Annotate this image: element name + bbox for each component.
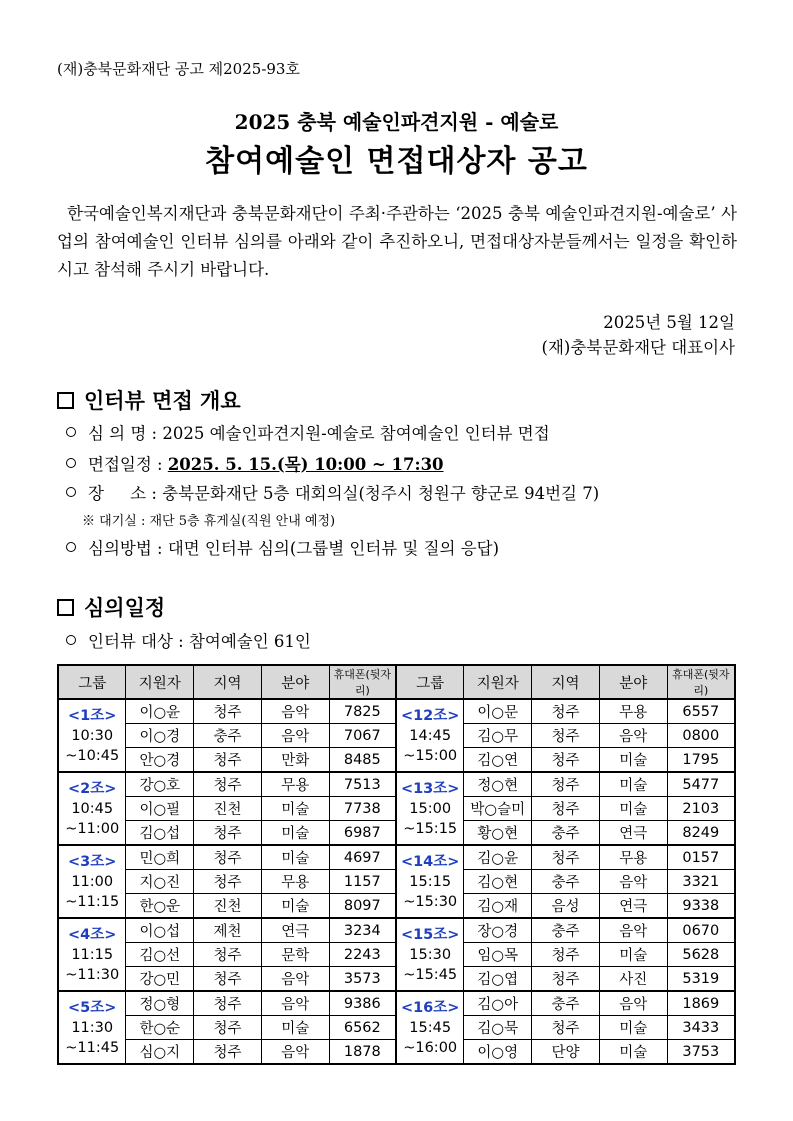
- region: 청주: [194, 870, 262, 894]
- phone-last4: 3321: [667, 870, 735, 894]
- field: 문학: [261, 943, 329, 967]
- field: 연극: [599, 894, 667, 919]
- phone-last4: 6987: [329, 821, 396, 846]
- header-cell: 지역: [194, 665, 262, 699]
- region: 청주: [194, 1016, 262, 1040]
- region: 청주: [532, 748, 600, 773]
- table-row: [58, 772, 735, 797]
- region: 청주: [532, 724, 600, 748]
- header-cell: 지원자: [126, 665, 194, 699]
- phone-last4: 7513: [329, 772, 396, 797]
- phone-last4: 3573: [329, 967, 396, 992]
- section-overview-heading: [57, 385, 241, 415]
- region: 제천: [194, 918, 262, 943]
- phone-last4: 3433: [667, 1016, 735, 1040]
- field: 미술: [599, 772, 667, 797]
- applicant-name: 강○호: [126, 772, 194, 797]
- applicant-name: 이○경: [126, 724, 194, 748]
- intro-paragraph: 한국예술인복지재단과 충북문화재단이 주최·주관하는 ‘2025 충북 예술인파견지원-예술로’ 사업의 참여예술인 인터뷰 심의를 아래와 같이 추진하오니, 면접대상자분들께서는 일정을 확인하시고 참석해 주시기 바랍니다.: [57, 204, 737, 279]
- phone-last4: 0800: [667, 724, 735, 748]
- group-cell: [396, 991, 464, 1064]
- region: 충주: [532, 918, 600, 943]
- circle-bullet-icon: [66, 458, 76, 468]
- circle-bullet-icon: [66, 635, 76, 645]
- region: 충주: [532, 870, 600, 894]
- notice-date: 2025년 5월 12일: [603, 313, 735, 332]
- field: 음악: [599, 991, 667, 1016]
- field: 음악: [261, 991, 329, 1016]
- group-name: <16조>: [400, 999, 460, 1016]
- field: 미술: [261, 845, 329, 870]
- title-line-2: 참여예술인 면접대상자 공고: [205, 144, 588, 179]
- region: 청주: [194, 821, 262, 846]
- applicant-name: 김○현: [464, 870, 532, 894]
- applicant-name: 김○무: [464, 724, 532, 748]
- notice-number: (재)충북문화재단 공고 제2025-93호: [57, 60, 300, 78]
- header-cell: 분야: [261, 665, 329, 699]
- header-cell: 분야: [599, 665, 667, 699]
- applicant-name: 김○섭: [126, 821, 194, 846]
- applicant-name: 이○문: [464, 699, 532, 724]
- table-row: [58, 845, 735, 870]
- overview-item-schedule: [66, 451, 444, 475]
- group-time: ~15:00: [403, 747, 458, 764]
- group-cell: [58, 991, 126, 1064]
- phone-last4: 1795: [667, 748, 735, 773]
- group-time: 10:30: [71, 727, 114, 744]
- field: 음악: [261, 1040, 329, 1065]
- applicant-name: 김○연: [464, 748, 532, 773]
- phone-last4: 8249: [667, 821, 735, 846]
- field: 음악: [599, 918, 667, 943]
- field: 미술: [599, 1040, 667, 1065]
- applicant-name: 한○순: [126, 1016, 194, 1040]
- field: 만화: [261, 748, 329, 773]
- checkbox-square-icon: [57, 599, 74, 616]
- region: 충주: [194, 724, 262, 748]
- item-value: 충북문화재단 5층 대회의실(청주시 청원구 향군로 94번길 7): [162, 484, 600, 503]
- field: 미술: [599, 943, 667, 967]
- region: 청주: [532, 797, 600, 821]
- group-time: 11:15: [71, 946, 114, 963]
- group-name: <4조>: [68, 926, 117, 943]
- group-time: ~16:00: [403, 1039, 458, 1056]
- group-time: ~11:15: [65, 893, 120, 910]
- region: 진천: [194, 894, 262, 919]
- group-time: 10:45: [71, 800, 114, 817]
- field: 무용: [261, 870, 329, 894]
- group-time: 15:15: [409, 873, 452, 890]
- region: 청주: [194, 943, 262, 967]
- group-name: <15조>: [400, 926, 460, 943]
- group-cell: [396, 845, 464, 918]
- region: 청주: [532, 699, 600, 724]
- group-name: <14조>: [400, 853, 460, 870]
- region: 충주: [532, 821, 600, 846]
- applicant-name: 이○필: [126, 797, 194, 821]
- field: 음악: [261, 724, 329, 748]
- field: 무용: [599, 845, 667, 870]
- phone-last4: 9338: [667, 894, 735, 919]
- group-name: <1조>: [68, 707, 117, 724]
- field: 미술: [261, 1016, 329, 1040]
- region: 진천: [194, 797, 262, 821]
- group-cell: [396, 918, 464, 991]
- group-cell: [396, 772, 464, 845]
- header-cell: 휴대폰(뒷자리): [329, 665, 396, 699]
- group-time: ~11:00: [65, 820, 120, 837]
- applicant-name: 정○현: [464, 772, 532, 797]
- region: 청주: [194, 699, 262, 724]
- header-cell: 지역: [532, 665, 600, 699]
- applicant-name: 김○묵: [464, 1016, 532, 1040]
- applicant-name: 이○섭: [126, 918, 194, 943]
- region: 음성: [532, 894, 600, 919]
- phone-last4: 8485: [329, 748, 396, 773]
- item-value: 2025. 5. 15.(목) 10:00 ~ 17:30: [167, 455, 444, 474]
- field: 연극: [599, 821, 667, 846]
- group-time: ~10:45: [65, 747, 120, 764]
- region: 청주: [532, 943, 600, 967]
- header-cell: 휴대폰(뒷자리): [667, 665, 735, 699]
- phone-last4: 1157: [329, 870, 396, 894]
- applicant-name: 황○현: [464, 821, 532, 846]
- applicant-name: 심○지: [126, 1040, 194, 1065]
- group-name: <5조>: [68, 999, 117, 1016]
- applicant-name: 이○윤: [126, 699, 194, 724]
- group-cell: [58, 699, 126, 772]
- section-overview-title: 인터뷰 면접 개요: [84, 389, 241, 413]
- applicant-name: 안○경: [126, 748, 194, 773]
- group-time: 15:30: [409, 946, 452, 963]
- phone-last4: 6562: [329, 1016, 396, 1040]
- applicant-name: 김○아: [464, 991, 532, 1016]
- title-line-1: 2025 충북 예술인파견지원 - 예술로: [234, 110, 559, 134]
- phone-last4: 5319: [667, 967, 735, 992]
- table-row: [58, 699, 735, 724]
- applicant-name: 이○영: [464, 1040, 532, 1065]
- region: 청주: [194, 991, 262, 1016]
- group-time: 11:30: [71, 1019, 114, 1036]
- group-time: ~15:30: [403, 893, 458, 910]
- group-cell: [396, 699, 464, 772]
- checkbox-square-icon: [57, 392, 74, 409]
- field: 미술: [599, 1016, 667, 1040]
- applicant-name: 김○재: [464, 894, 532, 919]
- phone-last4: 1878: [329, 1040, 396, 1065]
- field: 미술: [261, 821, 329, 846]
- field: 미술: [599, 797, 667, 821]
- item-value: 2025 예술인파견지원-예술로 참여예술인 인터뷰 면접: [162, 424, 550, 443]
- applicant-name: 지○진: [126, 870, 194, 894]
- circle-bullet-icon: [66, 427, 76, 437]
- section-schedule-title: 심의일정: [84, 596, 166, 620]
- field: 미술: [261, 797, 329, 821]
- overview-item-name: [66, 420, 550, 444]
- group-cell: [58, 918, 126, 991]
- item-label: 심 의 명 :: [88, 424, 163, 443]
- phone-last4: 0157: [667, 845, 735, 870]
- phone-last4: 8097: [329, 894, 396, 919]
- region: 청주: [194, 1040, 262, 1065]
- group-time: 15:45: [409, 1019, 452, 1036]
- region: 충주: [532, 991, 600, 1016]
- group-time: ~11:45: [65, 1039, 120, 1056]
- field: 사진: [599, 967, 667, 992]
- phone-last4: 7738: [329, 797, 396, 821]
- table-header-row: [58, 665, 735, 699]
- group-time: 15:00: [409, 800, 452, 817]
- region: 청주: [194, 845, 262, 870]
- applicant-name: 민○희: [126, 845, 194, 870]
- table-row: [58, 991, 735, 1016]
- field: 음악: [261, 699, 329, 724]
- region: 청주: [532, 772, 600, 797]
- phone-last4: 7067: [329, 724, 396, 748]
- applicant-name: 강○민: [126, 967, 194, 992]
- applicant-name: 정○형: [126, 991, 194, 1016]
- phone-last4: 4697: [329, 845, 396, 870]
- item-value: 대면 인터뷰 심의(그룹별 인터뷰 및 질의 응답): [167, 539, 500, 558]
- item-label: 면접일정 :: [88, 455, 168, 474]
- phone-last4: 3234: [329, 918, 396, 943]
- field: 무용: [261, 772, 329, 797]
- group-name: <2조>: [68, 780, 117, 797]
- group-cell: [58, 772, 126, 845]
- group-time: ~15:45: [403, 966, 458, 983]
- phone-last4: 5628: [667, 943, 735, 967]
- header-cell: 지원자: [464, 665, 532, 699]
- field: 연극: [261, 918, 329, 943]
- field: 음악: [599, 870, 667, 894]
- field: 음악: [261, 967, 329, 992]
- section-schedule-heading: [57, 592, 165, 622]
- group-time: ~11:30: [65, 966, 120, 983]
- phone-last4: 6557: [667, 699, 735, 724]
- table-row: [58, 918, 735, 943]
- group-name: <12조>: [400, 707, 460, 724]
- group-name: <3조>: [68, 853, 117, 870]
- applicant-name: 김○엽: [464, 967, 532, 992]
- region: 청주: [532, 845, 600, 870]
- phone-last4: 2243: [329, 943, 396, 967]
- region: 청주: [532, 967, 600, 992]
- circle-bullet-icon: [66, 542, 76, 552]
- applicant-name: 한○운: [126, 894, 194, 919]
- phone-last4: 1869: [667, 991, 735, 1016]
- field: 미술: [599, 748, 667, 773]
- applicant-name: 임○목: [464, 943, 532, 967]
- target-text: 인터뷰 대상 : 참여예술인 61인: [88, 632, 311, 651]
- header-cell: 그룹: [58, 665, 126, 699]
- region: 청주: [194, 967, 262, 992]
- schedule-target: [66, 628, 311, 652]
- region: 청주: [194, 772, 262, 797]
- group-cell: [58, 845, 126, 918]
- group-time: 14:45: [409, 727, 452, 744]
- group-time: ~15:15: [403, 820, 458, 837]
- phone-last4: 5477: [667, 772, 735, 797]
- region: 청주: [532, 1016, 600, 1040]
- applicant-name: 김○윤: [464, 845, 532, 870]
- region: 단양: [532, 1040, 600, 1065]
- circle-bullet-icon: [66, 487, 76, 497]
- applicant-name: 장○경: [464, 918, 532, 943]
- applicant-name: 김○선: [126, 943, 194, 967]
- phone-last4: 3753: [667, 1040, 735, 1065]
- field: 미술: [261, 894, 329, 919]
- schedule-table: [57, 664, 736, 1065]
- item-label: 장 소 :: [88, 484, 163, 503]
- header-cell: 그룹: [396, 665, 464, 699]
- org-signature: (재)충북문화재단 대표이사: [541, 338, 735, 357]
- overview-item-venue: [66, 480, 599, 504]
- item-label: 심의방법 :: [88, 539, 168, 558]
- applicant-name: 박○슬미: [464, 797, 532, 821]
- overview-item-method: [66, 535, 499, 559]
- phone-last4: 0670: [667, 918, 735, 943]
- waiting-room-note: ※ 대기실 : 재단 5층 휴게실(직원 안내 예정): [82, 514, 336, 529]
- group-name: <13조>: [400, 780, 460, 797]
- region: 청주: [194, 748, 262, 773]
- phone-last4: 7825: [329, 699, 396, 724]
- group-time: 11:00: [71, 873, 114, 890]
- field: 음악: [599, 724, 667, 748]
- phone-last4: 2103: [667, 797, 735, 821]
- field: 무용: [599, 699, 667, 724]
- phone-last4: 9386: [329, 991, 396, 1016]
